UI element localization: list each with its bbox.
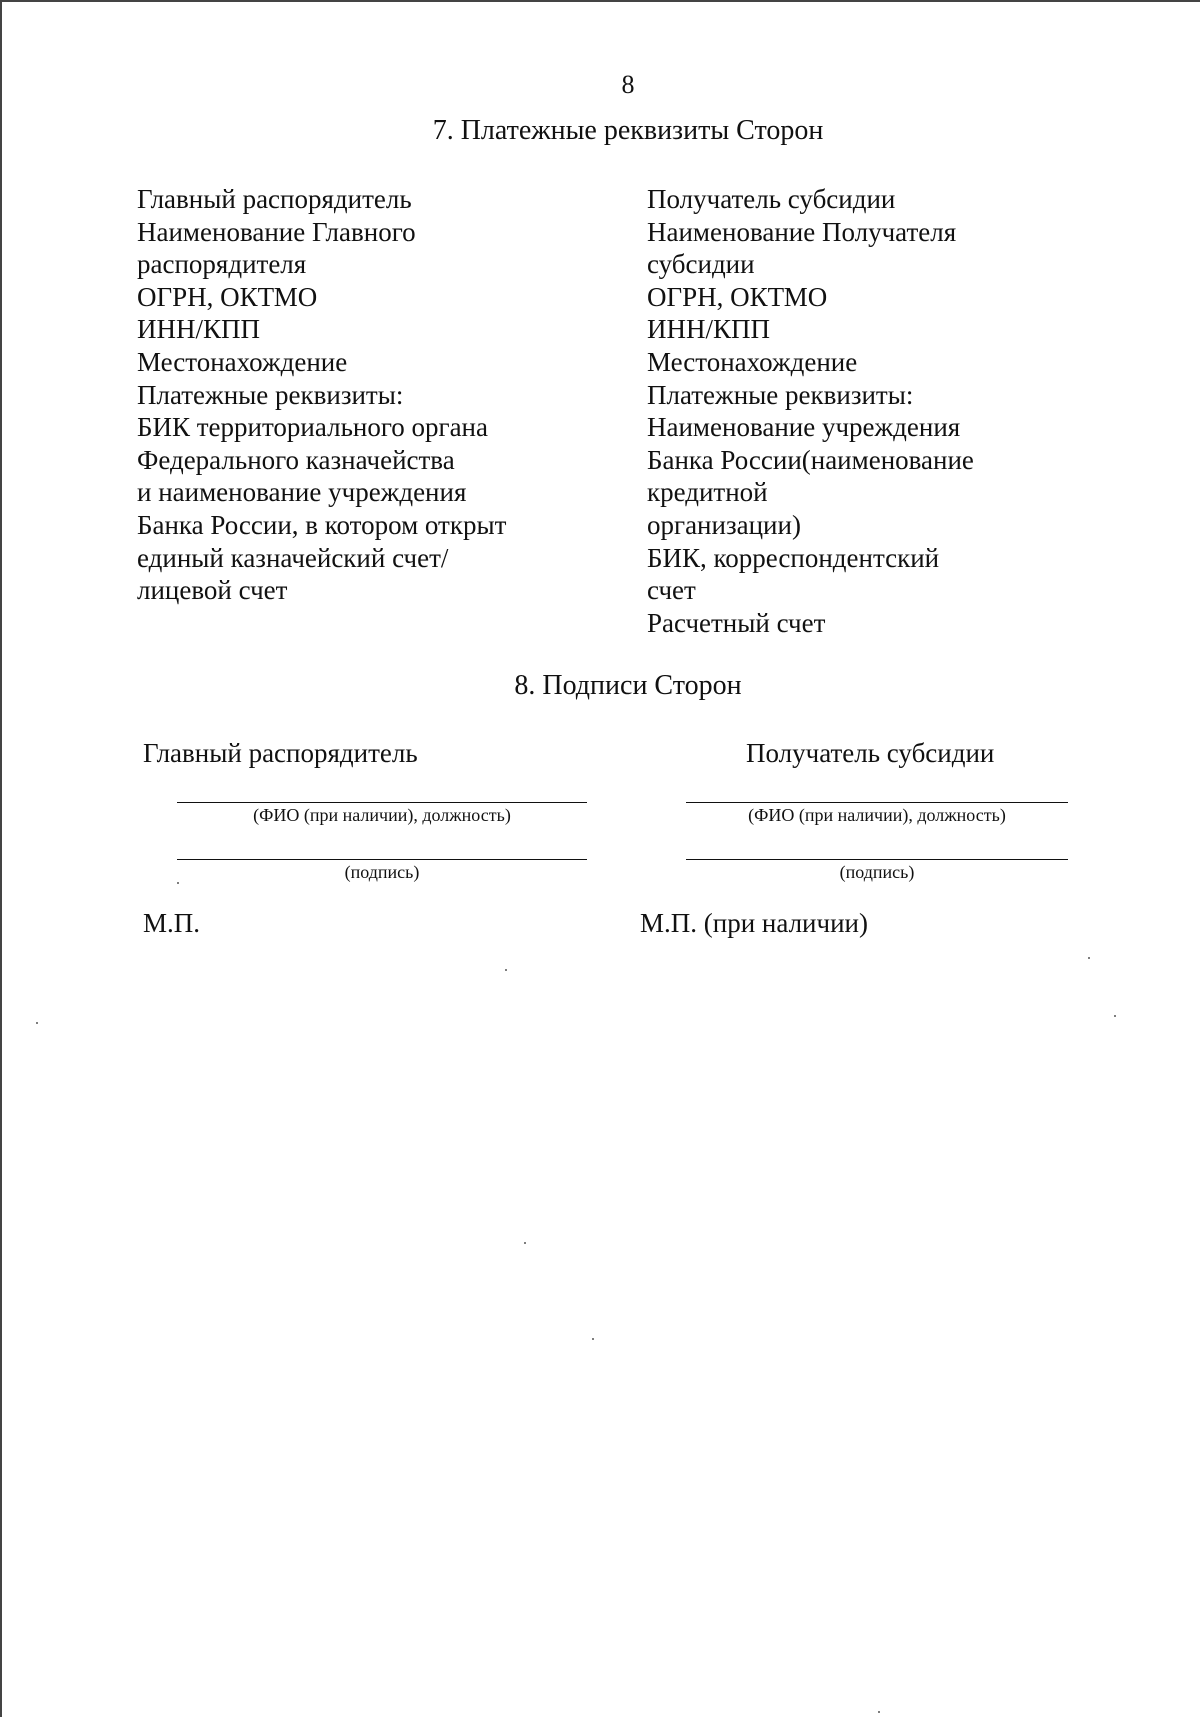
requisite-line: Главный распорядитель <box>137 184 412 214</box>
scan-speck <box>524 1242 526 1244</box>
requisite-line: ОГРН, ОКТМО <box>137 281 318 312</box>
page-number: 8 <box>621 70 635 99</box>
section-8-title: 8. Подписи Сторон <box>514 670 742 701</box>
subsidy-recipient-name-caption: (ФИО (при наличии), должность) <box>748 805 1006 825</box>
requisite-line: Наименование Главного <box>137 216 416 247</box>
requisite-line: организации) <box>647 509 801 540</box>
chief-administrator-signature-heading: Главный распорядитель <box>143 738 418 768</box>
requisite-line: Наименование Получателя <box>647 216 957 247</box>
requisite-line: ИНН/КПП <box>647 314 771 345</box>
requisite-line: Местонахождение <box>137 346 348 377</box>
requisite-line: Федерального казначейства <box>137 444 455 475</box>
requisite-line: БИК территориального органа <box>137 412 488 443</box>
chief-administrator-name-line <box>177 802 587 803</box>
requisite-line: счет <box>647 575 696 606</box>
scan-speck <box>1088 957 1090 959</box>
page-top-edge <box>0 0 1200 2</box>
requisite-line: ИНН/КПП <box>137 314 261 345</box>
chief-administrator-stamp-label: М.П. <box>143 908 201 938</box>
chief-administrator-name-caption: (ФИО (при наличии), должность) <box>253 805 511 825</box>
scan-speck <box>1114 1015 1116 1017</box>
requisite-line: распорядителя <box>137 249 307 280</box>
requisite-line: Расчетный счет <box>647 607 826 638</box>
requisite-line: Банка России, в котором открыт <box>137 509 507 540</box>
subsidy-recipient-signature-line <box>686 859 1068 860</box>
requisite-line: Платежные реквизиты: <box>137 379 404 410</box>
requisite-line: и наименование учреждения <box>137 477 467 508</box>
section-7-title: 7. Платежные реквизиты Сторон <box>432 115 824 146</box>
requisite-line: единый казначейский счет/ <box>137 542 449 573</box>
requisite-line: субсидии <box>647 249 755 280</box>
scan-speck <box>592 1338 594 1340</box>
requisite-line: Наименование учреждения <box>647 412 961 443</box>
requisite-line: БИК, корреспондентский <box>647 542 940 573</box>
scan-speck <box>505 969 507 971</box>
subsidy-recipient-name-line <box>686 802 1068 803</box>
page-left-edge <box>0 0 2 1717</box>
scan-speck <box>878 1711 880 1713</box>
requisite-line: Получатель субсидии <box>647 184 896 214</box>
scan-speck <box>177 882 179 884</box>
requisite-line: Платежные реквизиты: <box>647 379 914 410</box>
scan-speck <box>36 1022 38 1024</box>
requisite-line: ОГРН, ОКТМО <box>647 281 828 312</box>
requisite-line: Местонахождение <box>647 346 858 377</box>
subsidy-recipient-signature-heading: Получатель субсидии <box>746 738 995 768</box>
chief-administrator-signature-caption: (подпись) <box>344 862 420 882</box>
subsidy-recipient-stamp-label: М.П. (при наличии) <box>640 908 868 938</box>
chief-administrator-signature-line <box>177 859 587 860</box>
requisite-line: Банка России(наименование <box>647 444 974 475</box>
requisite-line: лицевой счет <box>137 575 288 606</box>
subsidy-recipient-requisites <box>647 183 974 639</box>
subsidy-recipient-signature-caption: (подпись) <box>839 862 915 882</box>
chief-administrator-requisites <box>137 183 506 607</box>
requisite-line: кредитной <box>647 477 768 508</box>
